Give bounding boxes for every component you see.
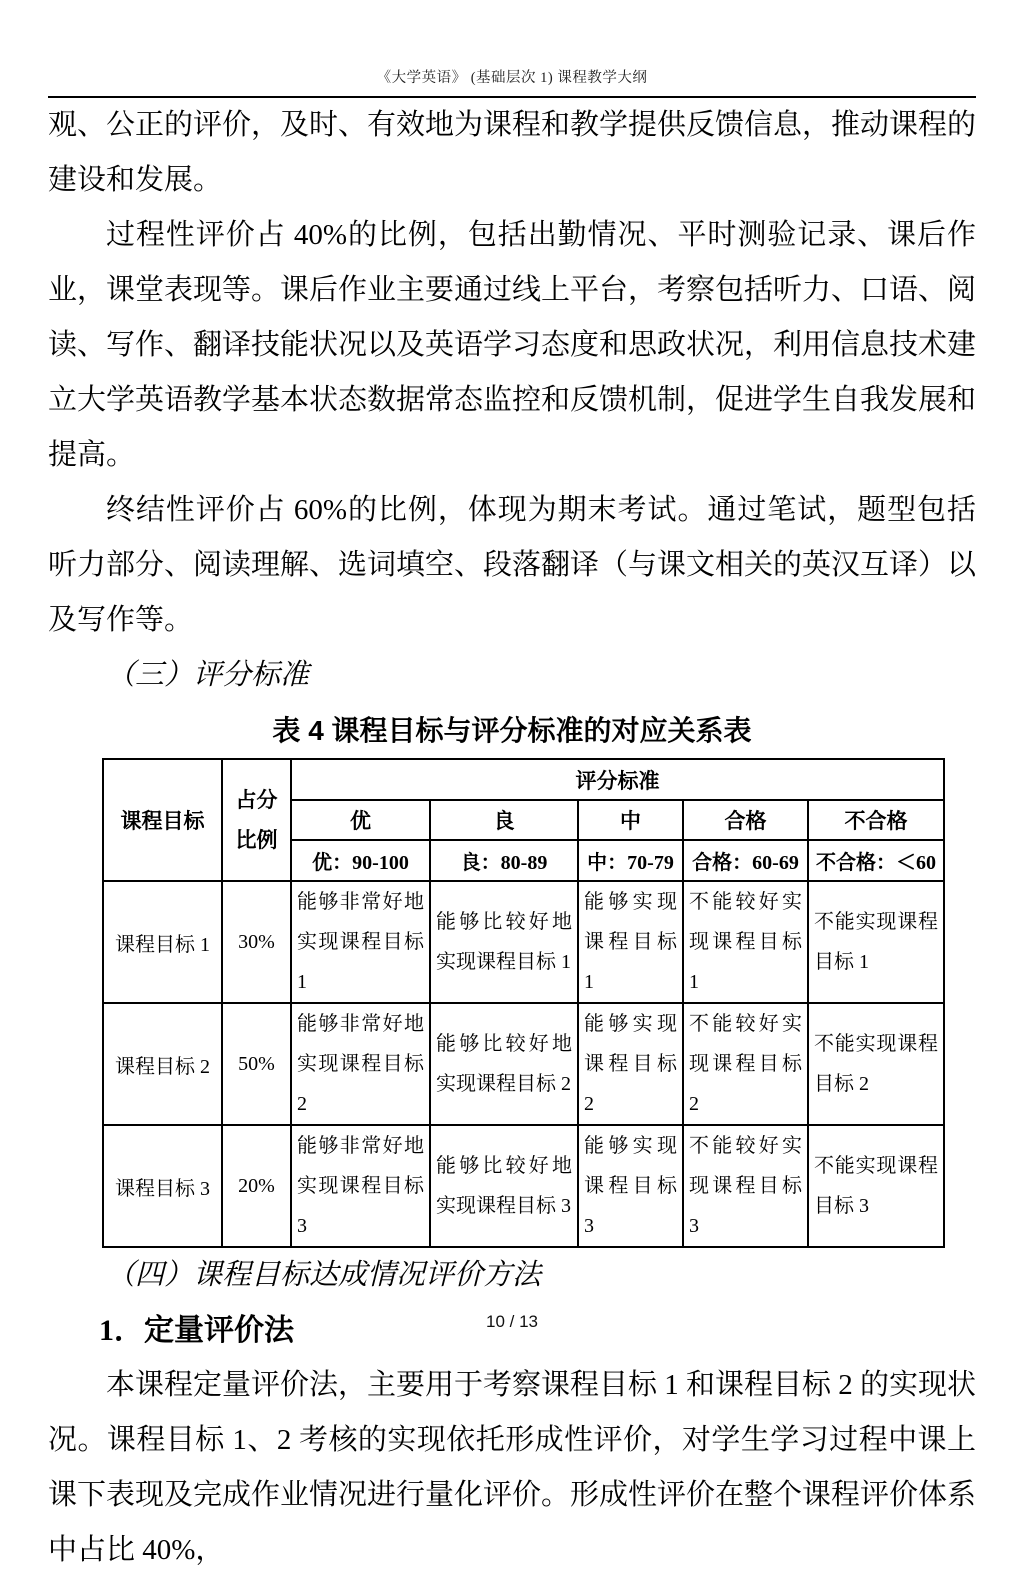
criteria-cell: 能够比较好地实现课程目标 3 [430,1125,578,1247]
grade-header: 不合格 [808,800,944,840]
criteria-cell: 能够实现课程目标 3 [578,1125,683,1247]
group-header-cell: 评分标准 [291,759,944,800]
body-paragraph: 终结性评价占 60%的比例，体现为期末考试。通过笔试，题型包括听力部分、阅读理解、选词填空、段落翻译（与课文相关的英汉互译）以及写作等。 [48,494,977,636]
range-header: 中：70-79 [578,840,683,881]
weight-header-cell [222,759,291,881]
criteria-cell: 能够非常好地实现课程目标2 [291,1003,430,1125]
criteria-cell: 不能实现课程目标 1 [808,881,944,1003]
range-header: 合格：60-69 [683,840,808,881]
subsection-heading: 1．定量评价法 [99,1314,294,1347]
table-caption: 表 4 课程目标与评分标准的对应关系表 [272,715,752,746]
criteria-cell: 能够实现课程目标 2 [578,1003,683,1125]
range-header: 良：80-89 [430,840,578,881]
weight-cell: 30% [222,881,291,1003]
weight-cell: 50% [222,1003,291,1125]
page-number: 10 / 13 [486,1312,538,1331]
corner-header-cell: 课程目标 [103,759,222,881]
weight-header-line: 比例 [235,828,278,852]
criteria-cell: 能够非常好地实现课程目标1 [291,881,430,1003]
objective-cell: 课程目标 2 [103,1003,222,1125]
objective-cell: 课程目标 3 [103,1125,222,1247]
range-header: 不合格：＜60 [808,840,944,881]
criteria-cell: 不能实现课程目标 3 [808,1125,944,1247]
criteria-cell: 不能较好实现课程目标 2 [683,1003,808,1125]
body-paragraph: 观、公正的评价，及时、有效地为课程和教学提供反馈信息，推动课程的建设和发展。 [48,109,977,196]
criteria-cell: 不能实现课程目标 2 [808,1003,944,1125]
table-row [103,1003,944,1125]
table-row [103,1125,944,1247]
criteria-cell: 不能较好实现课程目标 1 [683,881,808,1003]
criteria-cell: 能够非常好地实现课程目标3 [291,1125,430,1247]
criteria-cell: 不能较好实现课程目标 3 [683,1125,808,1247]
range-header: 优：90-100 [291,840,430,881]
criteria-cell: 能够比较好地实现课程目标 2 [430,1003,578,1125]
section-heading-4: （四）课程目标达成情况评价方法 [106,1259,542,1291]
grade-header: 优 [291,800,430,840]
grade-header: 合格 [683,800,808,840]
grading-table [102,758,945,1248]
criteria-cell: 能够实现课程目标 1 [578,881,683,1003]
body-paragraph: 本课程定量评价法，主要用于考察课程目标 1 和课程目标 2 的实现状况。课程目标 1、2 考核的实现依托形成性评价，对学生学习过程中课上课下表现及完成作业情况进行量化评价。形成性评价在整个课程评价体系中占比 40%， [48,1369,977,1566]
body-paragraph: 过程性评价占 40%的比例，包括出勤情况、平时测验记录、课后作业，课堂表现等。课后作业主要通过线上平台，考察包括听力、口语、阅读、写作、翻译技能状况以及英语学习态度和思政状况，利用信息技术建立大学英语教学基本状态数据常态监控和反馈机制，促进学生自我发展和提高。 [48,219,977,471]
objective-cell: 课程目标 1 [103,881,222,1003]
grade-header: 中 [578,800,683,840]
table-row [103,881,944,1003]
page-header-title: 《大学英语》 (基础层次 1) 课程教学大纲 [48,0,976,98]
section-heading-3: （三）评分标准 [106,659,310,691]
criteria-cell: 能够比较好地实现课程目标 1 [430,881,578,1003]
grade-header: 良 [430,800,578,840]
weight-header-line: 占分 [235,788,278,812]
weight-cell: 20% [222,1125,291,1247]
